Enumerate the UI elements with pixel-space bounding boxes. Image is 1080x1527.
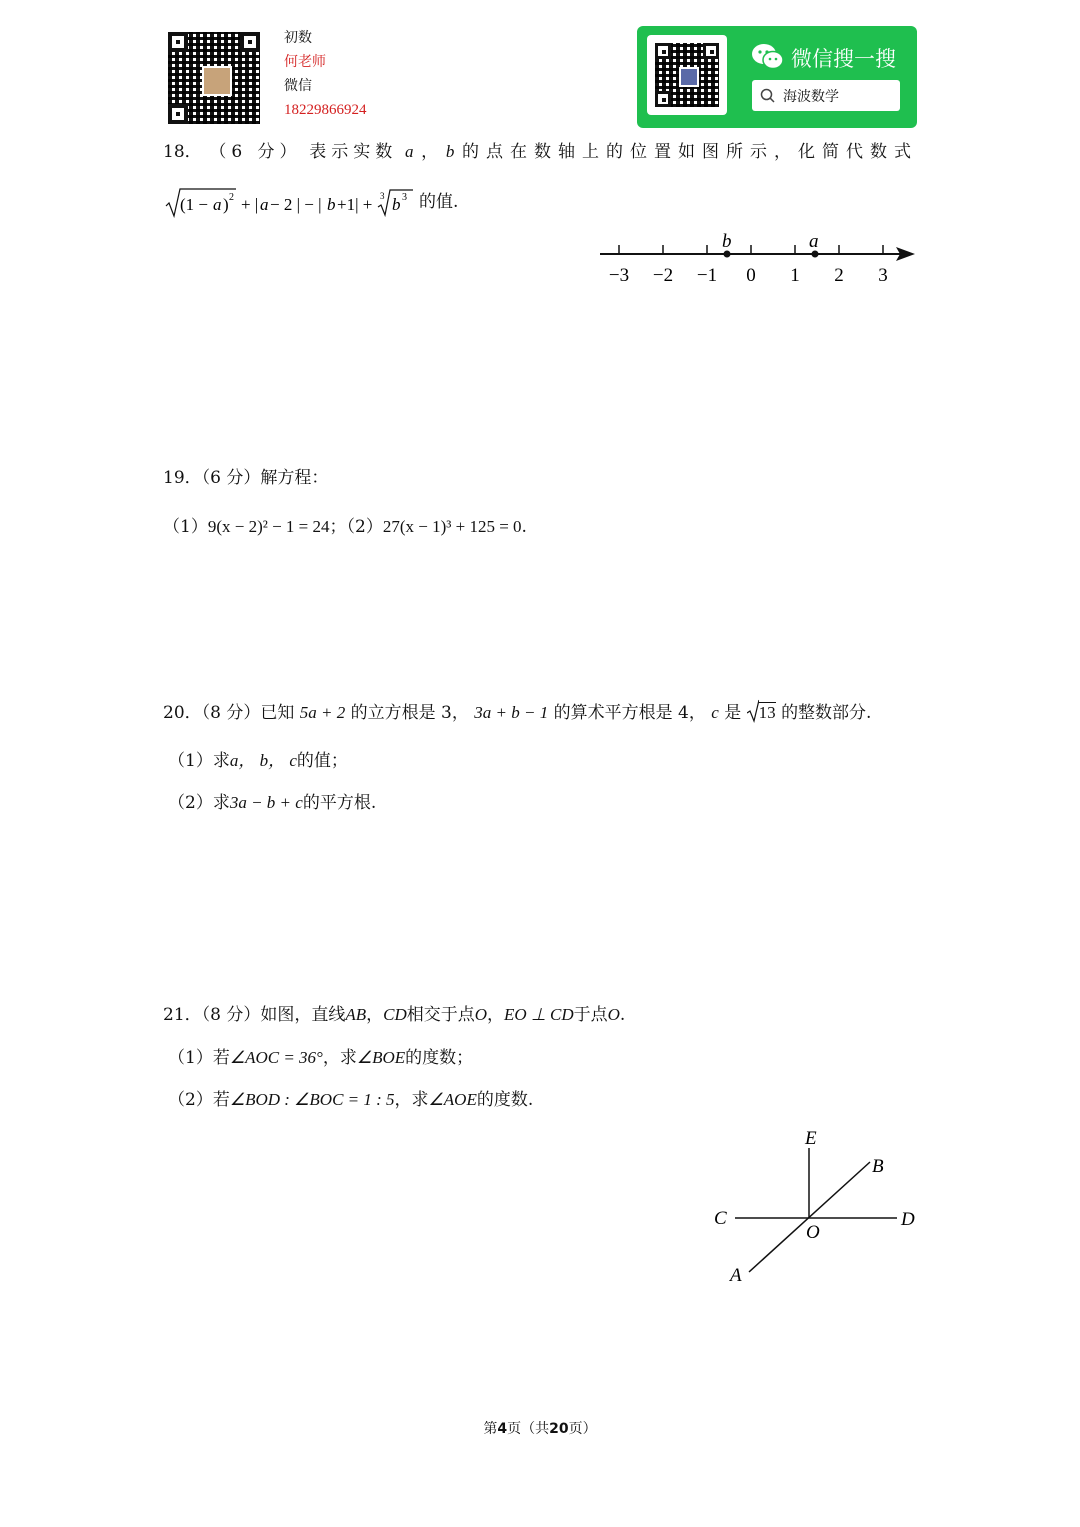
svg-text:b: b: [327, 195, 336, 214]
avatar: [202, 66, 232, 96]
search-icon: [760, 88, 776, 104]
label-d: D: [901, 1209, 915, 1230]
q18-score: （6 分）: [209, 142, 302, 162]
q18-var-b: b: [445, 142, 455, 161]
svg-text:3: 3: [380, 191, 385, 201]
q20-expr2: 3a + b − 1: [474, 703, 549, 722]
q19-part1-expr: 9(x − 2)² − 1 = 24: [207, 517, 330, 536]
tick-label: −3: [608, 265, 630, 286]
question-19-parts: [163, 515, 527, 539]
q18-number: 18．: [163, 142, 202, 162]
tick-label: −1: [696, 265, 718, 286]
footer-page-number: 4: [497, 1421, 508, 1437]
question-18-stem: [163, 140, 918, 164]
svg-text:(1 −: (1 −: [180, 195, 208, 214]
svg-text:a: a: [213, 195, 222, 214]
svg-text:+1| +: +1| +: [337, 195, 373, 214]
page-footer: 第4页（共20页）: [483, 1421, 597, 1437]
q20-stem-c: 的算术平方根是 4，: [553, 703, 706, 723]
contact-subject: 初数: [284, 30, 312, 46]
wechat-search-text: 海波数学: [783, 89, 839, 105]
q21-perpendicular: EO ⊥ CD: [504, 1005, 574, 1024]
footer-total-pages: 20: [549, 1421, 569, 1437]
svg-text:3: 3: [402, 192, 407, 203]
q20-stem-e: 的整数部分.: [781, 703, 872, 723]
q18-expression: [163, 186, 463, 218]
wechat-search-title: 微信搜一搜: [791, 47, 896, 71]
q21-figure: [705, 1120, 930, 1290]
contact-block: [284, 26, 367, 122]
q20-part1-vars: a， b， c: [229, 751, 297, 770]
q21-part2: （2）若∠BOD : ∠BOC = 1 : 5，求∠AOE的度数.: [168, 1090, 534, 1110]
label-c: C: [714, 1208, 727, 1229]
tick-label: −2: [652, 265, 674, 286]
q20-stem-d: 是: [724, 703, 742, 723]
q18-text1: 表示实数: [309, 142, 398, 162]
svg-text:− 2 | − |: − 2 | − |: [270, 195, 322, 214]
question-21-stem: 21．（8 分）如图，直线AB，CD相交于点O，EO ⊥ CD于点O.: [163, 1005, 626, 1025]
q18-text2: 的点在数轴上的位置如图所示，化简代数式: [462, 142, 918, 162]
svg-text:a: a: [260, 195, 269, 214]
svg-text:+ |: + |: [241, 195, 259, 214]
q19-part1-label: （1）: [163, 517, 208, 537]
tick-label: 3: [878, 265, 888, 286]
label-b: B: [872, 1156, 884, 1177]
q20-expr1: 5a + 2: [299, 703, 346, 722]
qr-code-contact: [168, 32, 260, 124]
q20-part1: （1）求a， b， c的值；: [168, 751, 348, 771]
q21-line-cd: CD: [383, 1005, 407, 1024]
label-e: E: [805, 1128, 817, 1149]
tick-label: 0: [746, 265, 756, 286]
point-a-label: a: [809, 231, 819, 252]
q19-part2-label: （2）: [346, 517, 383, 537]
q18-comma: ，: [421, 142, 439, 162]
number-line: [595, 228, 920, 290]
tick-label: 2: [834, 265, 844, 286]
q19-end: .: [521, 517, 527, 537]
q19-sep: ；: [329, 517, 347, 537]
contact-teacher: 何老师: [284, 54, 326, 70]
contact-wechat-label: 微信: [284, 78, 312, 94]
wechat-search-banner[interactable]: [637, 26, 917, 128]
q21-line-ab: AB: [345, 1005, 367, 1024]
point-b-label: b: [722, 231, 732, 252]
label-a: A: [730, 1265, 742, 1286]
svg-text:): ): [223, 195, 229, 214]
svg-text:2: 2: [229, 192, 234, 203]
q20-var-c: c: [711, 703, 719, 722]
qr-code-wechat: [655, 43, 719, 107]
wechat-search-field[interactable]: [752, 80, 900, 111]
q20-part2: （2）求3a − b + c的平方根.: [168, 793, 377, 813]
q20-part2-expr: 3a − b + c: [229, 793, 303, 812]
tick-label: 1: [790, 265, 800, 286]
q18-formula-graphic: [163, 186, 415, 218]
contact-phone: 18229866924: [284, 102, 367, 118]
q18-var-a: a: [404, 142, 414, 161]
q20-stem-b: 的立方根是 3，: [350, 703, 469, 723]
wechat-logo-icon: [751, 42, 785, 72]
svg-text:b: b: [392, 195, 401, 214]
q21-part1: （1）若∠AOC = 36°，求∠BOE的度数；: [168, 1048, 474, 1068]
q18-expr-suffix: 的值.: [419, 192, 459, 212]
q20-sqrt13: 13: [747, 701, 776, 725]
question-19-stem: 19．（6 分）解方程：: [163, 468, 329, 488]
question-20-stem: [163, 701, 871, 725]
wechat-qr-frame: [647, 35, 727, 115]
q20-stem-a: 20．（8 分）已知: [163, 703, 295, 723]
sqrt-sign-icon: [747, 699, 759, 723]
q19-part2-expr: 27(x − 1)³ + 125 = 0: [382, 517, 522, 536]
label-o: O: [806, 1222, 820, 1243]
